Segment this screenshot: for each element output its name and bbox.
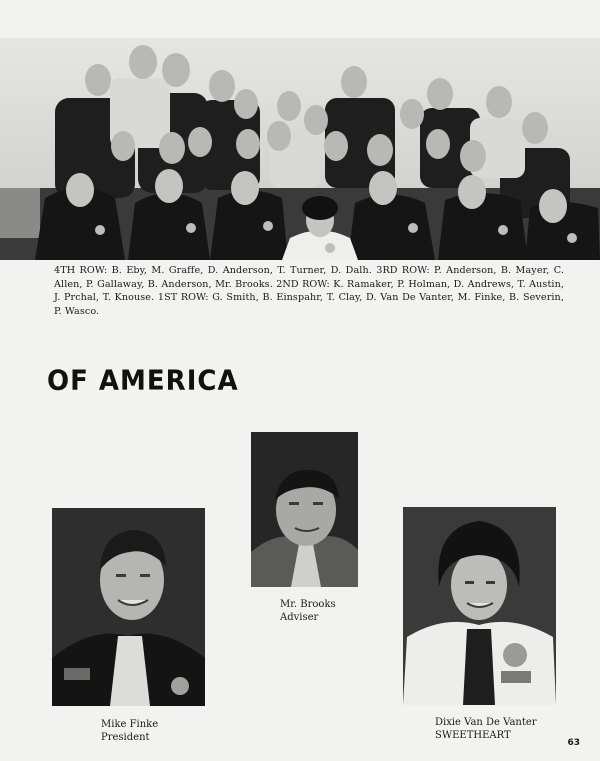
group-photo-caption: 4TH ROW: B. Eby, M. Graffe, D. Anderson, T. Turner, D. Dalh. 3RD ROW: P. Anderson, B. Mayer, C. Allen, P. Gallaway, B. Anderson, Mr. Brooks. 2ND ROW: K. Ramaker, P. Holman, D. Andrews, T. Austin, J. Prchal, T. Knouse. 1ST ROW: G. Smith, B. Einspahr, T. Clay, D. Van De Vanter, M. Finke, B. Severin, P. Wasco. bbox=[54, 265, 564, 317]
sweetheart-name: Dixie Van De Vanter bbox=[435, 717, 537, 728]
president-portrait bbox=[52, 508, 205, 706]
sweetheart-portrait bbox=[403, 507, 556, 705]
group-photo-image bbox=[0, 38, 600, 260]
adviser-role: Adviser bbox=[280, 612, 319, 623]
president-role: President bbox=[101, 732, 150, 743]
sweetheart-role: SWEETHEART bbox=[435, 730, 511, 741]
adviser-caption bbox=[280, 598, 336, 624]
section-title: OF AMERICA bbox=[47, 365, 239, 397]
sweetheart-caption bbox=[435, 716, 537, 742]
page-number: 63 bbox=[567, 738, 580, 748]
president-portrait-image bbox=[52, 508, 205, 706]
president-caption bbox=[101, 718, 158, 744]
sweetheart-portrait-image bbox=[403, 507, 556, 705]
adviser-portrait bbox=[251, 432, 358, 587]
group-photo bbox=[0, 38, 600, 260]
president-name: Mike Finke bbox=[101, 719, 159, 730]
adviser-portrait-image bbox=[251, 432, 358, 587]
adviser-name: Mr. Brooks bbox=[280, 599, 336, 610]
